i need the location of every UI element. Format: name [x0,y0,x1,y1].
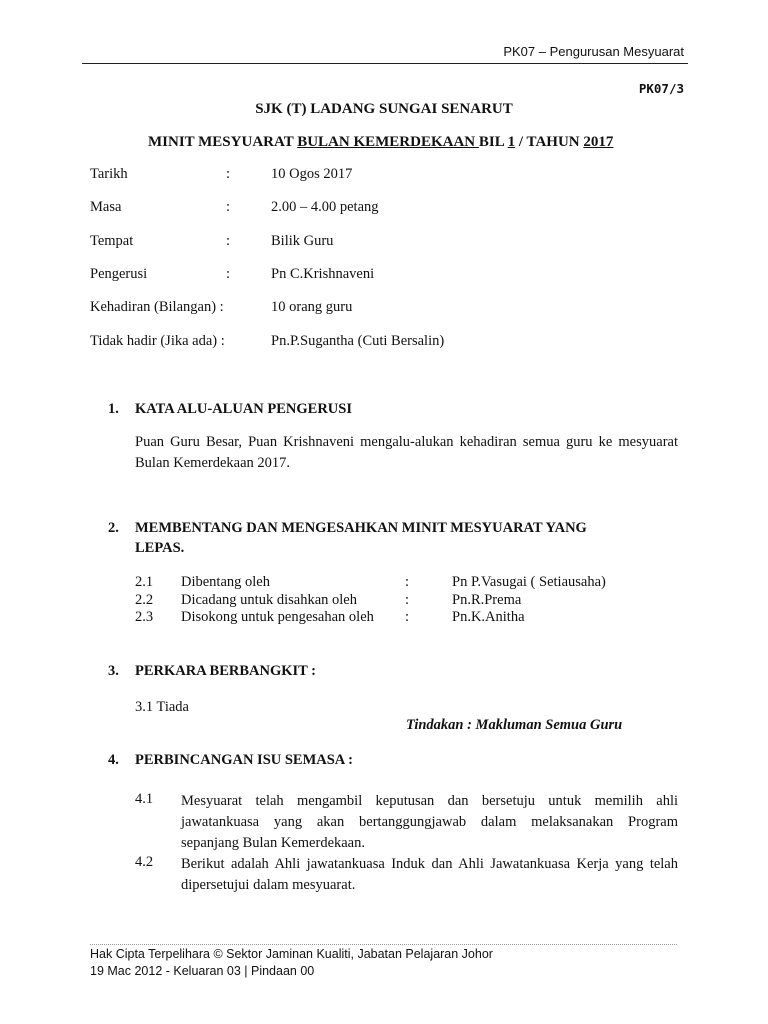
section-4-item-2 [181,854,678,896]
section-title: PERBINCANGAN ISU SEMASA : [135,752,353,768]
item-number: 2.1 [135,574,154,590]
item-person: Pn.R.Prema [452,592,522,608]
meta-value-attendance: 10 orang guru [271,299,353,315]
item-description: Dibentang oleh [181,574,270,590]
item-number: 2.3 [135,609,154,625]
year: 2017 [583,134,614,150]
paragraph-line: sepanjang Bulan Kemerdekaan. [181,835,365,851]
section-number: 3. [108,663,119,679]
meta-value-absent: Pn.P.Sugantha (Cuti Bersalin) [271,333,445,349]
paragraph-line: Mesyuarat telah mengambil keputusan dan bersetuju untuk memilih ahli [181,793,678,809]
section-3-heading [108,663,316,680]
item-number: 4.2 [135,854,154,870]
section-4-item-1 [181,791,678,854]
section-title: PERKARA BERBANGKIT : [135,663,317,679]
school-name: SJK (T) LADANG SUNGAI SENARUT [255,101,513,117]
item-colon: : [405,574,410,590]
item-colon: : [405,609,410,625]
item-colon: : [405,592,410,608]
meta-label-date: Tarikh [90,166,128,182]
footer-copyright: Hak Cipta Terpelihara © Sektor Jaminan Kualiti, Jabatan Pelajaran Johor [90,947,493,961]
section-number: 1. [108,401,119,417]
year-label: / TAHUN [515,134,584,150]
section-title: KATA ALU-ALUAN PENGERUSI [135,401,352,417]
meta-colon: : [226,266,231,282]
footer-revision: 19 Mac 2012 - Keluaran 03 | Pindaan 00 [90,964,315,978]
section-3-item: 3.1 Tiada [135,699,189,715]
meta-label-venue: Tempat [90,233,134,249]
list-item [0,609,768,626]
meta-value-time: 2.00 – 4.00 petang [271,199,379,215]
meta-label-time: Masa [90,199,122,215]
paragraph-line: Bulan Kemerdekaan 2017. [135,455,291,471]
section-4-heading [108,752,353,769]
minutes-prefix: MINIT MESYUARAT [148,134,298,150]
meta-label-attendance: Kehadiran (Bilangan) : [90,299,224,315]
minutes-title [148,134,613,151]
paragraph-line: dipersetujui dalam mesyuarat. [181,877,356,893]
event-name: BULAN KEMERDEKAAN [297,134,479,150]
meta-value-date: 10 Ogos 2017 [271,166,353,182]
list-item [0,592,768,609]
item-number: 2.2 [135,592,154,608]
header-divider [82,63,688,64]
item-description: Disokong untuk pengesahan oleh [181,609,374,625]
action-note: Tindakan : Makluman Semua Guru [406,717,623,733]
paragraph-line: Berikut adalah Ahli jawatankuasa Induk dan Ahli Jawatankuasa Kerja yang telah [181,856,678,872]
section-2-heading-cont: LEPAS. [135,540,185,556]
item-person: Pn P.Vasugai ( Setiausaha) [452,574,606,590]
list-item [0,574,768,591]
section-number: 2. [108,520,119,536]
running-header: PK07 – Pengurusan Mesyuarat [503,44,684,59]
meta-value-chair: Pn C.Krishnaveni [271,266,375,282]
item-number: 4.1 [135,791,154,807]
meta-label-absent: Tidak hadir (Jika ada) : [90,333,225,349]
meta-colon: : [226,233,231,249]
bil-label: BIL [478,134,508,150]
section-1-paragraph [135,432,678,474]
document-number: PK07/3 [638,81,684,96]
section-2-heading [108,520,587,537]
section-title: MEMBENTANG DAN MENGESAHKAN MINIT MESYUARAT YANG [135,520,587,536]
paragraph-line: Puan Guru Besar, Puan Krishnaveni mengalu-alukan kehadiran semua guru ke mesyuarat [135,434,678,450]
section-number: 4. [108,752,119,768]
meta-colon: : [226,166,231,182]
section-1-heading [108,401,352,418]
meta-colon: : [226,199,231,215]
footer-divider [90,944,677,945]
paragraph-line: jawatankuasa yang akan bertanggungjawab dalam melaksanakan Program [181,814,678,830]
meta-value-venue: Bilik Guru [271,233,334,249]
item-person: Pn.K.Anitha [452,609,525,625]
item-description: Dicadang untuk disahkan oleh [181,592,357,608]
bil-number: 1 [507,134,516,150]
meta-label-chair: Pengerusi [90,266,148,282]
